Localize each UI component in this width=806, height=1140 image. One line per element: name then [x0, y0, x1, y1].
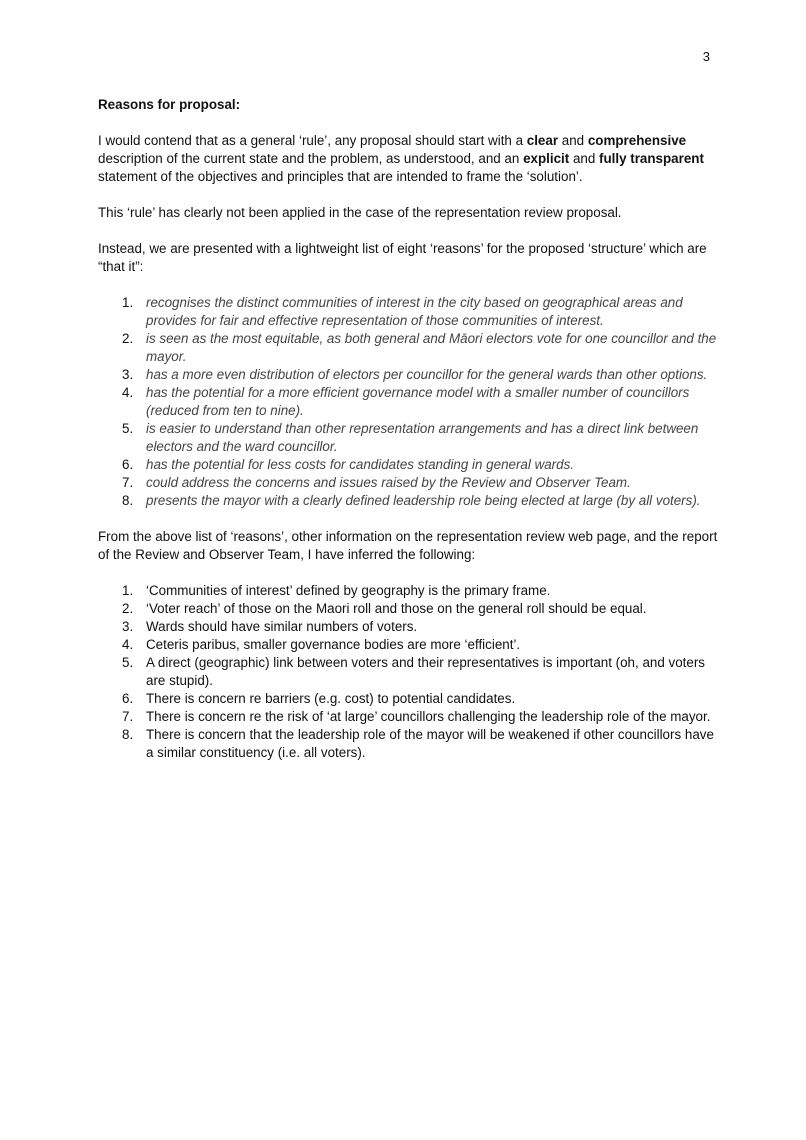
list-item: 7. There is concern re the risk of ‘at large’ councillors challenging the leadership role of the mayor.	[122, 709, 711, 724]
paragraph-instead: Instead, we are presented with a lightweight list of eight ‘reasons’ for the proposed ‘structure’ which are “that it”:	[98, 241, 707, 274]
inferences-list	[98, 582, 718, 762]
list-item: 5. A direct (geographic) link between voters and their representatives is important (oh, and voters are stupid).	[122, 655, 705, 688]
list-item: 6. has the potential for less costs for candidates standing in general wards.	[122, 457, 575, 472]
list-item: 3. Wards should have similar numbers of voters.	[122, 619, 418, 634]
section-heading: Reasons for proposal:	[98, 97, 241, 112]
bold-fully-transparent: fully transparent	[599, 151, 704, 166]
text-run: and	[558, 133, 588, 148]
reasons-list	[98, 294, 718, 510]
text-run: description of the current state and the problem, as understood, and an	[98, 151, 524, 166]
list-item: 8. There is concern that the leadership role of the mayor will be weakened if other councillors have a similar constituency (i.e. all voters).	[122, 727, 714, 760]
bold-clear: clear	[526, 133, 559, 148]
document-body	[98, 96, 718, 780]
text-run: and	[569, 151, 600, 166]
list-item: 5. is easier to understand than other representation arrangements and has a direct link between electors and the ward councillor.	[122, 421, 699, 454]
text-run: statement of the objectives and principles that are intended to frame the ‘solution’.	[98, 169, 583, 184]
list-item: 1. ‘Communities of interest’ defined by geography is the primary frame.	[122, 583, 551, 598]
bold-explicit: explicit	[523, 151, 570, 166]
list-item: 4. has the potential for a more efficient governance model with a smaller number of councillors (reduced from ten to nine).	[122, 385, 690, 418]
page-number: 3	[702, 49, 710, 64]
list-item: 8. presents the mayor with a clearly defined leadership role being elected at large (by all voters).	[122, 493, 701, 508]
list-item: 3. has a more even distribution of electors per councillor for the general wards than other options.	[122, 367, 708, 382]
list-item: 7. could address the concerns and issues raised by the Review and Observer Team.	[122, 475, 631, 490]
list-item: 6. There is concern re barriers (e.g. cost) to potential candidates.	[122, 691, 516, 706]
list-item: 2. ‘Voter reach’ of those on the Maori roll and those on the general roll should be equal.	[122, 601, 647, 616]
bold-comprehensive: comprehensive	[587, 133, 687, 148]
list-item: 2. is seen as the most equitable, as both general and Māori electors vote for one councillor and the mayor.	[122, 331, 717, 364]
paragraph-inferred: From the above list of ‘reasons’, other information on the representation review web page, and the report of the Review and Observer Team, I have inferred the following:	[98, 529, 718, 562]
paragraph-rule-not-applied: This ‘rule’ has clearly not been applied in the case of the representation review proposal.	[98, 205, 622, 220]
list-item: 4. Ceteris paribus, smaller governance bodies are more ‘efficient’.	[122, 637, 521, 652]
paragraph-rule	[98, 132, 718, 186]
list-item: 1. recognises the distinct communities of interest in the city based on geographical areas and provides for fair and effective representation of those communities of interest.	[122, 295, 683, 328]
text-run: I would contend that as a general ‘rule’, any proposal should start with a	[98, 133, 527, 148]
